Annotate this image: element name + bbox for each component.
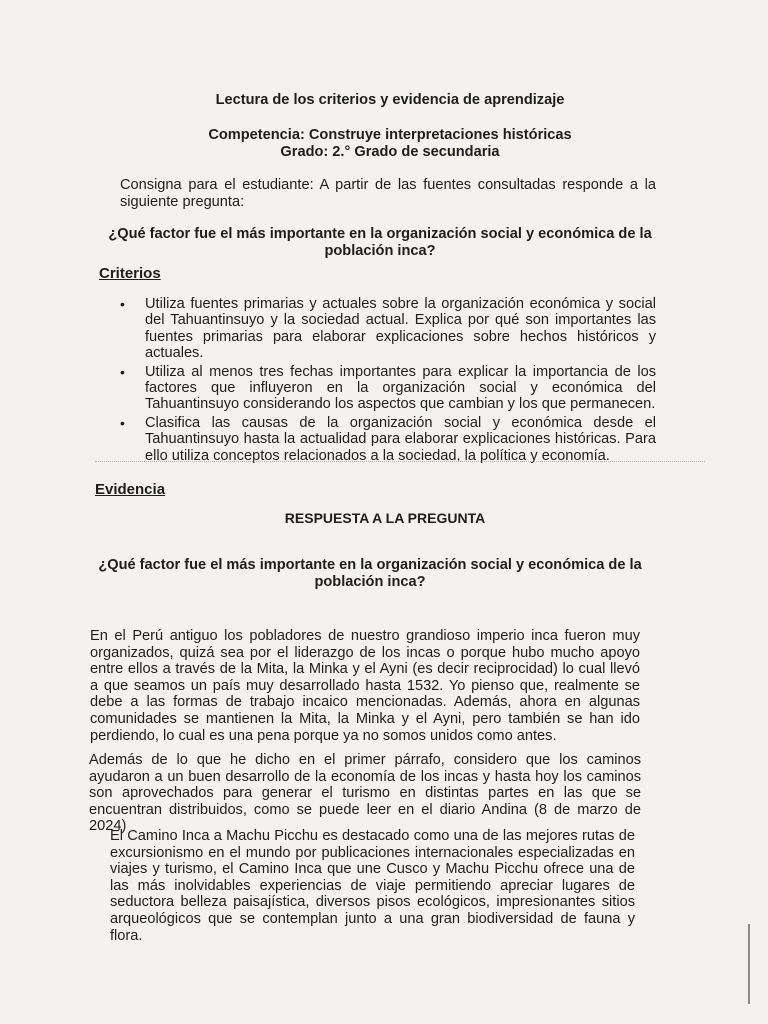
list-item: • Clasifica las causas de la organización social y económica desde el Tahuantinsuyo hasta la actualidad para elaborar explicaciones históricas. Para ello utiliza conceptos relacionados a la sociedad, la política y economía. xyxy=(118,415,656,464)
criterios-list xyxy=(118,296,656,466)
section-divider xyxy=(95,461,705,462)
criterios-heading: Criterios xyxy=(99,265,161,282)
competencia-line: Competencia: Construye interpretaciones históricas xyxy=(208,127,572,143)
grado-line: Grado: 2.° Grado de secundaria xyxy=(280,144,500,160)
quoted-source-text: El Camino Inca a Machu Picchu es destacado como una de las mejores rutas de excursionismo en el mundo por publicaciones internacionales especializadas en viajes y turismo, el Camino Inca que une Cusco y Machu Picchu ofrece una de las más inolvidables experiencias de viaje permitiendo apreciar lugares de seductora belleza paisajística, diversos pisos ecológicos, impresionantes sitios arqueológicos que se contemplan junto a una gran biodiversidad de fauna y flora. xyxy=(110,828,635,944)
list-item: • Utiliza fuentes primarias y actuales sobre la organización económica y social del Tahuantinsuyo y la sociedad actual. Explica por qué son importantes las fuentes primarias para elaborar explicaciones sobre hechos históricos y actuales. xyxy=(118,296,656,362)
evidencia-subtitle: RESPUESTA A LA PREGUNTA xyxy=(284,510,486,526)
consigna-text: Consigna para el estudiante: A partir de las fuentes consultadas responde a la siguiente pregunta: xyxy=(120,177,656,210)
list-item: • Utiliza al menos tres fechas importantes para explicar la importancia de los factores que influyeron en la organización social y económica del Tahuantinsuyo considerando los aspectos que cambian y los que permanecen. xyxy=(118,364,656,413)
evidencia-heading: Evidencia xyxy=(95,481,166,498)
answer-paragraph-2: Además de lo que he dicho en el primer párrafo, considero que los caminos ayudaron a un buen desarrollo de la economía de los incas y hasta hoy los caminos son aprovechados para generar el turismo en distintas partes en las que se encuentran distribuidos, como se puede leer en el diario Andina (8 de marzo de 2024) xyxy=(89,752,641,835)
answer-paragraph-1: En el Perú antiguo los pobladores de nuestro grandioso imperio inca fueron muy organizados, quizá sea por el liderazgo de los incas o porque hubo mucho apoyo entre ellos a través de la Mita, la Minka y el Ayni (es decir reciprocidad) lo cual llevó a que seamos un país muy desarrollado hasta 1532. Yo pienso que, realmente se debe a las formas de trabajo incaico mencionadas. Además, ahora en algunas comunidades se mantienen la Mita, la Minka y el Ayni, pero también se han ido perdiendo, lo cual es una pena porque ya no somos unidos como antes. xyxy=(90,628,640,744)
evidencia-question: ¿Qué factor fue el más importante en la organización social y económica de la población inca? xyxy=(98,557,642,590)
document-title: Lectura de los criterios y evidencia de aprendizaje xyxy=(215,92,565,108)
scan-edge-mark xyxy=(748,924,750,1004)
main-question: ¿Qué factor fue el más importante en la organización social y económica de la población inca? xyxy=(108,226,652,259)
